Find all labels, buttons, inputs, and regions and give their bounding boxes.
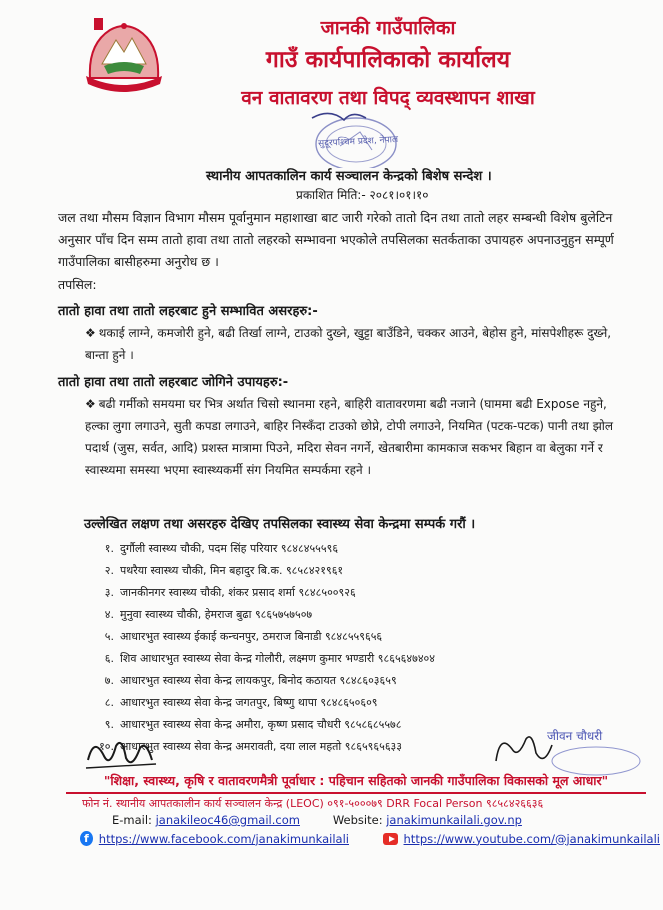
health-center-number: ५. bbox=[104, 630, 114, 643]
contacts-heading: उल्लेखित लक्षण तथा असरहरु देखिए तपसिलका स्वास्थ्य सेवा केन्द्रमा सम्पर्क गरौं । bbox=[84, 517, 476, 532]
health-center-item bbox=[80, 692, 640, 714]
health-center-number: ६. bbox=[104, 652, 114, 665]
health-center-text: आधारभुत स्वास्थ्य सेवा केन्द्र अमौरा, कृष्ण प्रसाद चौधरी ९८५८६८५५७८ bbox=[120, 718, 402, 731]
health-center-number: ७. bbox=[104, 674, 114, 687]
health-center-item bbox=[80, 538, 640, 560]
signatory-name: जीवन चौधरी bbox=[547, 729, 603, 743]
health-center-text: आधारभुत स्वास्थ्य सेवा केन्द्र अमरावती, दया लाल महतो ९८६५९६५६३३ bbox=[120, 740, 402, 753]
health-center-text: आधारभुत स्वास्थ्य सेवा केन्द्र जगतपुर, बिष्णु थापा ९८४८६५०६०९ bbox=[120, 696, 378, 709]
health-center-text: पथरैया स्वास्थ्य चौकी, मिन बहादुर बि.क. ९८५८४२१९६१ bbox=[120, 564, 344, 577]
health-center-list bbox=[80, 538, 640, 758]
health-center-number: ४. bbox=[104, 608, 114, 621]
office-name: गाउँ कार्यपालिकाको कार्यालय bbox=[265, 47, 511, 73]
health-center-number: ८. bbox=[104, 696, 114, 709]
seal-text: सुदूरपश्चिम प्रदेश, नेपाल bbox=[317, 134, 399, 150]
health-center-number: २. bbox=[104, 564, 114, 577]
municipality-name: जानकी गाउँपालिका bbox=[320, 17, 456, 39]
website-link[interactable]: janakimunkailali.gov.np bbox=[386, 813, 522, 827]
health-center-item bbox=[80, 670, 640, 692]
email-label: E-mail: bbox=[112, 813, 152, 827]
footer-email-row bbox=[112, 813, 522, 827]
health-center-item bbox=[80, 626, 640, 648]
measures-list-item bbox=[85, 393, 625, 481]
bullet-icon: ❖ bbox=[85, 397, 96, 411]
health-center-text: आधारभुत स्वास्थ्य सेवा केन्द्र लायकपुर, बिनोद कठायत ९८४८६०३६५९ bbox=[120, 674, 397, 687]
message-title: स्थानीय आपतकालिन कार्य सञ्चालन केन्द्रको बिशेष सन्देश । bbox=[206, 169, 492, 184]
signature-left bbox=[82, 730, 162, 774]
health-center-item bbox=[80, 648, 640, 670]
section-name: वन वातावरण तथा विपद् व्यवस्थापन शाखा bbox=[241, 87, 535, 109]
health-center-text: दुर्गौली स्वास्थ्य चौकी, पदम सिंह परियार ९८४८४५५५९६ bbox=[120, 542, 339, 555]
health-center-text: मुनुवा स्वास्थ्य चौकी, हेमराज बुढा ९८६५७५७५०७ bbox=[120, 608, 313, 621]
health-center-text: शिव आधारभुत स्वास्थ्य सेवा केन्द्र गोलौरी, लक्ष्मण कुमार भण्डारी ९८६५६४७४०४ bbox=[120, 652, 435, 665]
published-date: प्रकाशित मिति:- २०८१।०१।१० bbox=[296, 188, 429, 202]
health-center-item bbox=[80, 604, 640, 626]
nepal-emblem-icon bbox=[80, 14, 168, 92]
health-center-number: १. bbox=[104, 542, 114, 555]
effects-heading: तातो हावा तथा तातो लहरबाट हुने सम्भावित असरहरु:- bbox=[58, 304, 318, 319]
health-center-number: ३. bbox=[104, 586, 114, 599]
health-center-item bbox=[80, 560, 640, 582]
facebook-link[interactable]: https://www.facebook.com/janakimunkailali bbox=[98, 831, 349, 846]
effects-text: थकाई लाग्ने, कमजोरी हुने, बढी तिर्खा लाग्ने, टाउको दुख्ने, खुट्टा बाउँडिने, चक्कर आउने, बेहोस हुने, मांसपेशीहरू दुख्ने, बान्ता हुने । bbox=[85, 326, 612, 362]
health-center-text: जानकीनगर स्वास्थ्य चौकी, शंकर प्रसाद शर्मा ९८४८५००९२६ bbox=[120, 586, 356, 599]
health-center-number: १०. bbox=[99, 740, 114, 753]
facebook-icon[interactable]: f bbox=[80, 831, 93, 846]
health-center-item bbox=[80, 582, 640, 604]
footer-social-row bbox=[80, 831, 660, 846]
footer-divider bbox=[66, 792, 646, 794]
youtube-icon[interactable] bbox=[383, 833, 398, 845]
tapsil-label: तपसिल: bbox=[58, 277, 97, 292]
effects-list-item bbox=[85, 322, 625, 366]
intro-paragraph: जल तथा मौसम विज्ञान विभाग मौसम पूर्वानुमान महाशाखा बाट जारी गरेको तातो दिन तथा तातो लहर सम्बन्धी विशेष बुलेटिन अनुसार पाँच दिन सम्म तातो हावा तथा तातो लहरको सम्भावना भएकोले तपसिलका सतर्कताका उपायहरु अपनाउनुहुन सम्पूर्ण गाउँपालिका बासीहरुमा अनुरोध छ । bbox=[58, 210, 614, 269]
measures-text: बढी गर्मीको समयमा घर भित्र अर्थात चिसो स्थानमा रहने, बाहिरी वातावरणमा बढी नजाने (घाममा बढी Expose नहुने, हल्का लुगा लगाउने, सुती कपडा लगाउने, बाहिर निस्कँदा टाउको छोप्ने, टोपी लगाउने, नियमित (पटक-पटक) पानी तथा झोल पदार्थ (जुस, सर्वत, आदि) प्रशस्त मात्रामा पिउने, मदिरा सेवन नगर्ने, खेतबारीमा कामकाज सकभर बिहान वा बेलुका गर्ने र स्वास्थ्यमा समस्या भएमा स्वास्थ्यकर्मी संग नियमित सम्पर्कमा रहने । bbox=[85, 397, 614, 477]
health-center-number: ९. bbox=[104, 718, 114, 731]
email-link[interactable]: janakileoc46@gmail.com bbox=[155, 813, 300, 827]
footer-motto: "शिक्षा, स्वास्थ्य, कृषि र वातावरणमैत्री पूर्वाधार : पहिचान सहितको जानकी गाउँपालिका विकासको मूल आधार" bbox=[103, 773, 609, 788]
health-center-text: आधारभुत स्वास्थ्य ईकाई कन्चनपुर, ठमराज बिनाडी ९८४८५५९६५६ bbox=[120, 630, 383, 643]
footer-phone: फोन नं. स्थानीय आपतकालीन कार्य सञ्चालन केन्द्र (LEOC) ०९१-५०००७९ DRR Focal Person ९८५८४२६६३६ bbox=[82, 797, 544, 810]
youtube-link[interactable]: https://www.youtube.com/@janakimunkailali bbox=[403, 831, 660, 846]
measures-heading: तातो हावा तथा तातो लहरबाट जोगिने उपायहरु:- bbox=[58, 375, 289, 390]
website-label: Website: bbox=[332, 813, 383, 827]
bullet-icon: ❖ bbox=[85, 326, 96, 340]
